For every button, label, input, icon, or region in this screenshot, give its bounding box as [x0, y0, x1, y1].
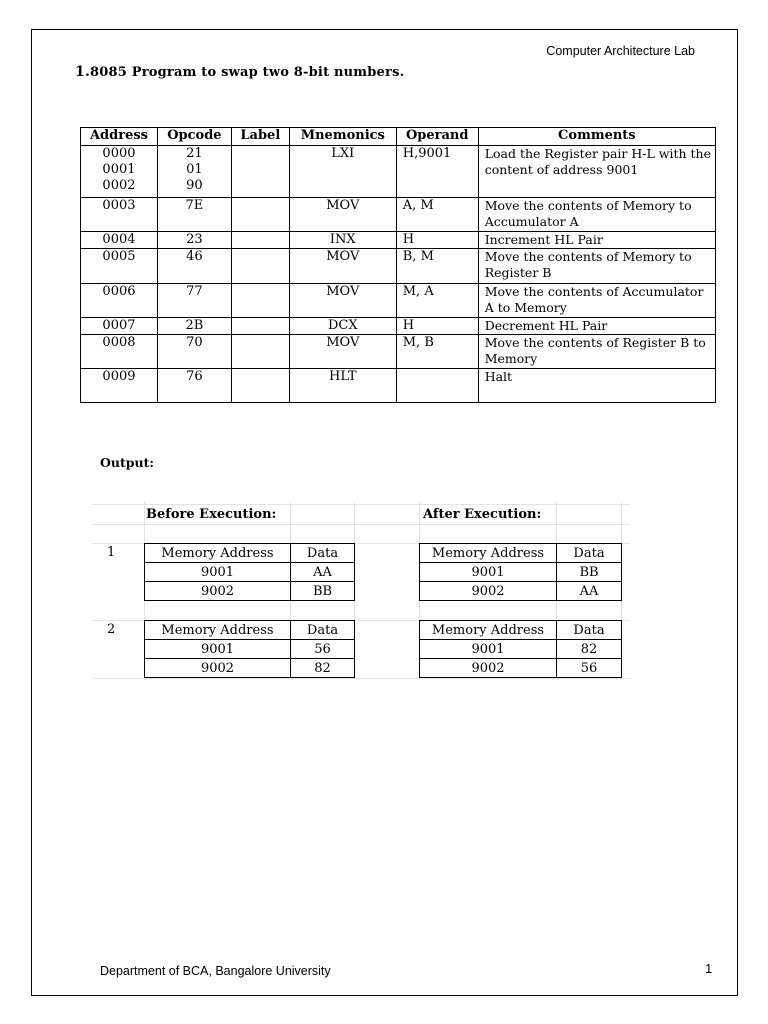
table-row: [81, 198, 716, 232]
cell-operand: M, B: [396, 335, 478, 369]
cell-opcode: 70: [157, 335, 231, 369]
table-row: [81, 284, 716, 318]
mem-data: 82: [291, 659, 355, 678]
cell-mnemonic: LXI: [289, 146, 396, 198]
cell-opcode: 7E: [157, 198, 231, 232]
cell-mnemonic: DCX: [289, 318, 396, 335]
cell-operand: H: [396, 318, 478, 335]
cell-label: [231, 249, 289, 284]
cell-address: 0008: [81, 335, 158, 369]
mem-address-header: Memory Address: [420, 544, 557, 563]
mem-address-header: Memory Address: [420, 621, 557, 640]
cell-address: 0004: [81, 232, 158, 249]
mem-data: BB: [557, 563, 622, 582]
memory-table-before: [144, 620, 355, 678]
case-index: 2: [107, 622, 116, 637]
mem-data: 82: [557, 640, 622, 659]
table-row: [145, 544, 355, 563]
cell-operand: M, A: [396, 284, 478, 318]
mem-address: 9002: [145, 659, 291, 678]
table-row: [420, 659, 622, 678]
memory-table-after: [419, 620, 622, 678]
mem-address: 9001: [145, 640, 291, 659]
cell-address: 0000 0001 0002: [81, 146, 158, 198]
mem-data: BB: [291, 582, 355, 601]
cell-comment: Move the contents of Register B to Memory: [478, 335, 715, 369]
cell-opcode: 46: [157, 249, 231, 284]
table-row: [145, 582, 355, 601]
after-execution-caption: After Execution:: [423, 507, 542, 522]
mem-address: 9002: [420, 582, 557, 601]
cell-comment: Move the contents of Memory to Register B: [478, 249, 715, 284]
col-label: Label: [231, 128, 289, 146]
mem-address: 9001: [420, 640, 557, 659]
cell-label: [231, 335, 289, 369]
table-row: [81, 318, 716, 335]
cell-mnemonic: HLT: [289, 369, 396, 403]
table-row: [420, 544, 622, 563]
output-sheet: [92, 502, 630, 680]
cell-mnemonic: MOV: [289, 335, 396, 369]
cell-label: [231, 198, 289, 232]
cell-operand: H,9001: [396, 146, 478, 198]
cell-mnemonic: MOV: [289, 249, 396, 284]
table-row: [81, 369, 716, 403]
sheet-gridline: [92, 504, 630, 505]
cell-address: 0007: [81, 318, 158, 335]
mem-address: 9002: [145, 582, 291, 601]
table-row: [420, 582, 622, 601]
cell-opcode: 23: [157, 232, 231, 249]
mem-address-header: Memory Address: [145, 544, 291, 563]
mem-data: 56: [557, 659, 622, 678]
col-mnemonics: Mnemonics: [289, 128, 396, 146]
cell-address: 0003: [81, 198, 158, 232]
cell-mnemonic: MOV: [289, 284, 396, 318]
table-row: [145, 621, 355, 640]
cell-operand: [396, 369, 478, 403]
cell-comment: Decrement HL Pair: [478, 318, 715, 335]
cell-label: [231, 369, 289, 403]
table-row: [81, 249, 716, 284]
sheet-gridline: [92, 678, 630, 679]
cell-operand: H: [396, 232, 478, 249]
footer-department: Department of BCA, Bangalore University: [100, 964, 331, 978]
cell-opcode: 77: [157, 284, 231, 318]
table-row: [81, 335, 716, 369]
mem-data: AA: [291, 563, 355, 582]
program-title: [75, 64, 404, 80]
cell-comment: Increment HL Pair: [478, 232, 715, 249]
running-header: Computer Architecture Lab: [546, 44, 695, 58]
table-row: [420, 621, 622, 640]
cell-opcode: 76: [157, 369, 231, 403]
col-address: Address: [81, 128, 158, 146]
mem-address: 9001: [145, 563, 291, 582]
cell-mnemonic: INX: [289, 232, 396, 249]
cell-comment: Halt: [478, 369, 715, 403]
table-row: [420, 563, 622, 582]
output-label: Output:: [100, 455, 154, 470]
cell-address: 0005: [81, 249, 158, 284]
cell-operand: B, M: [396, 249, 478, 284]
cell-address: 0006: [81, 284, 158, 318]
mem-data-header: Data: [291, 544, 355, 563]
table-row: [145, 563, 355, 582]
before-execution-caption: Before Execution:: [146, 507, 277, 522]
cell-opcode: 21 01 90: [157, 146, 231, 198]
table-row: [420, 640, 622, 659]
cell-comment: Move the contents of Accumulator A to Memory: [478, 284, 715, 318]
col-opcode: Opcode: [157, 128, 231, 146]
col-operand: Operand: [396, 128, 478, 146]
mem-data-header: Data: [291, 621, 355, 640]
mem-address: 9002: [420, 659, 557, 678]
table-row: [145, 659, 355, 678]
program-table: [80, 127, 716, 403]
memory-table-after: [419, 543, 622, 601]
cell-opcode: 2B: [157, 318, 231, 335]
title-text: 8085 Program to swap two 8-bit numbers.: [90, 65, 405, 80]
memory-table-before: [144, 543, 355, 601]
program-table-header: [81, 128, 716, 146]
mem-data: AA: [557, 582, 622, 601]
mem-data-header: Data: [557, 621, 622, 640]
cell-mnemonic: MOV: [289, 198, 396, 232]
cell-label: [231, 146, 289, 198]
table-row: [145, 640, 355, 659]
sheet-gridline: [92, 524, 630, 525]
cell-label: [231, 284, 289, 318]
title-number: 1.: [75, 64, 91, 80]
table-row: [81, 232, 716, 249]
cell-operand: A, M: [396, 198, 478, 232]
cell-comment: Load the Register pair H-L with the content of address 9001: [478, 146, 715, 198]
mem-data-header: Data: [557, 544, 622, 563]
mem-data: 56: [291, 640, 355, 659]
cell-label: [231, 318, 289, 335]
cell-label: [231, 232, 289, 249]
case-index: 1: [107, 545, 116, 560]
cell-address: 0009: [81, 369, 158, 403]
col-comments: Comments: [478, 128, 715, 146]
page-number: 1: [705, 961, 713, 976]
mem-address: 9001: [420, 563, 557, 582]
table-row: [81, 146, 716, 198]
mem-address-header: Memory Address: [145, 621, 291, 640]
cell-comment: Move the contents of Memory to Accumulator A: [478, 198, 715, 232]
